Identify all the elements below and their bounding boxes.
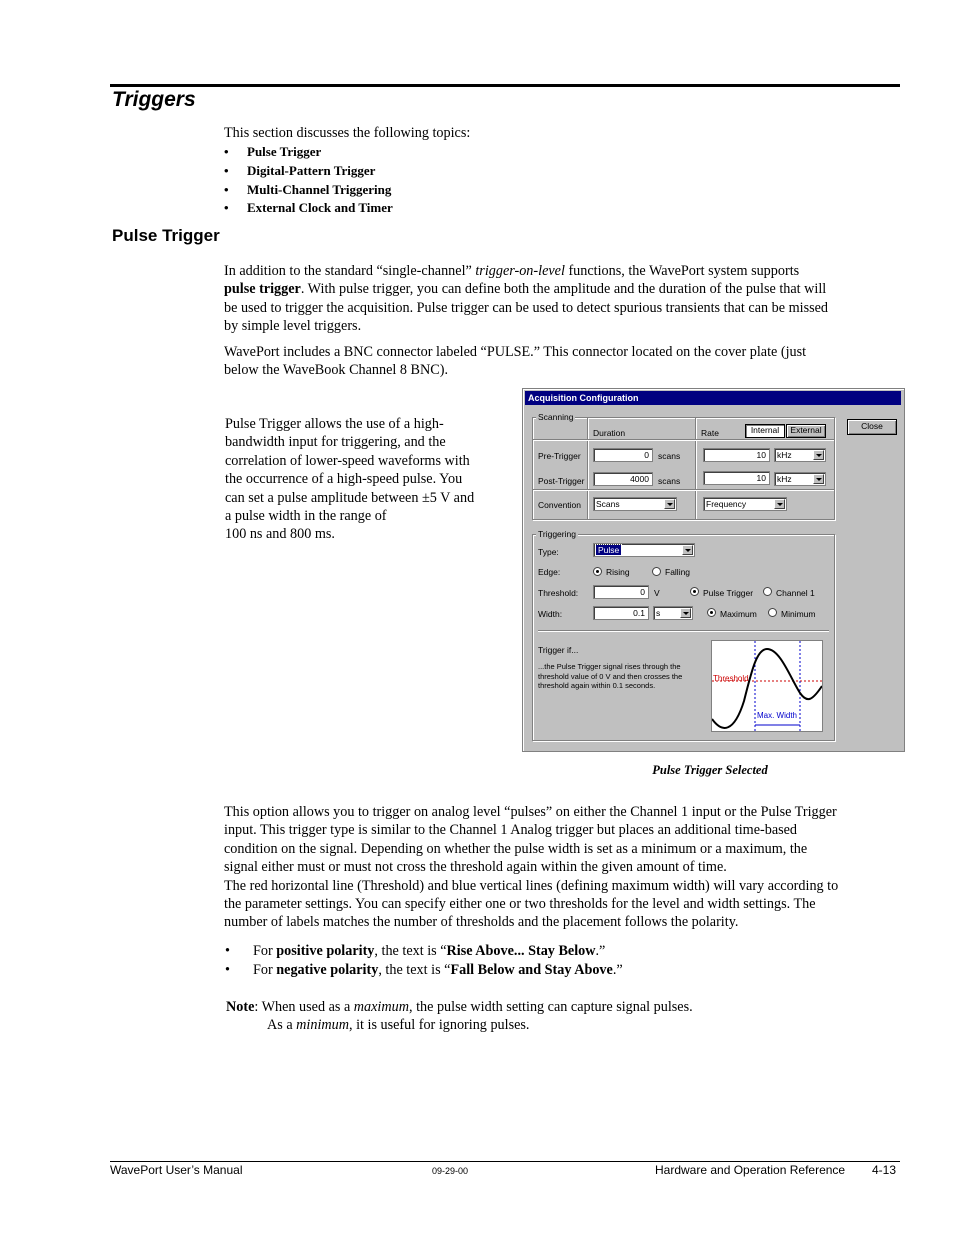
trigger-if-label: Trigger if...	[538, 645, 579, 655]
rate-input-1[interactable]: 10	[703, 448, 770, 462]
text: , the text is “	[374, 943, 447, 959]
rate-unit-select-1[interactable]	[774, 448, 826, 462]
list-item: • Pulse Trigger	[224, 143, 393, 162]
text: signal either must or must not cross the threshold again within the given amount of time.	[224, 859, 727, 876]
chevron-down-icon	[680, 608, 691, 618]
chevron-down-icon	[813, 450, 824, 460]
text: pulse trigger	[224, 281, 301, 298]
text: ...the Pulse Trigger signal rises through the	[538, 662, 681, 671]
falling-label: Falling	[665, 567, 691, 577]
note-label: Note	[226, 999, 255, 1015]
note	[226, 998, 906, 1035]
divider	[538, 630, 829, 631]
rising-label: Rising	[606, 567, 630, 577]
text: positive polarity	[276, 943, 375, 959]
text: the occurrence of a high-speed pulse. You	[225, 471, 463, 488]
pre-trigger-input[interactable]: 0	[593, 448, 653, 462]
close-button[interactable]: Close	[847, 419, 897, 435]
text: number of labels matches the number of thresholds and the placement follows the polarity.	[224, 914, 739, 931]
text: functions, the WavePort system supports	[564, 263, 800, 279]
text: Scans	[596, 499, 620, 509]
maximum-label: Maximum	[720, 609, 757, 619]
graph-threshold-label: Threshold	[713, 674, 749, 683]
text: Frequency	[706, 499, 747, 509]
threshold-label: Threshold:	[538, 588, 579, 598]
threshold-input[interactable]: 0	[593, 585, 649, 599]
rate-input-2[interactable]: 10	[703, 471, 770, 485]
text: , it is useful for ignoring pulses.	[348, 1017, 530, 1034]
text: , the pulse width setting can capture signal pulses.	[408, 999, 693, 1015]
convention-select[interactable]	[593, 497, 677, 511]
text: Pulse Trigger allows the use of a high-	[225, 416, 444, 432]
divider	[533, 439, 834, 440]
text: kHz	[777, 450, 792, 460]
footer-manual-title: WavePort User’s Manual	[110, 1163, 243, 1177]
footer-date: 09-29-00	[432, 1166, 469, 1176]
text: The red horizontal line (Threshold) and blue vertical lines (defining maximum width) will vary according to	[224, 877, 839, 894]
text: , the text is “	[378, 961, 451, 978]
list-item: • External Clock and Timer	[224, 199, 393, 218]
figure-caption: Pulse Trigger Selected	[652, 763, 768, 777]
graph-maxwidth-label: Max. Width	[757, 711, 798, 720]
intro-text: This section discusses the following topics:	[224, 125, 471, 141]
falling-radio[interactable]	[652, 567, 661, 576]
text: s	[656, 608, 661, 618]
text: In addition to the standard “single-channel”	[224, 263, 476, 279]
trigger-description	[538, 662, 682, 691]
waveform-graph	[711, 640, 823, 732]
maximum-radio[interactable]	[707, 608, 716, 617]
section-heading: Triggers	[112, 88, 196, 111]
text: maximum	[353, 999, 409, 1015]
text: Fall Below and Stay Above	[450, 961, 613, 978]
dialog-title: Acquisition Configuration	[525, 391, 901, 405]
text: bandwidth input for triggering, and the	[225, 434, 446, 451]
text: .”	[595, 943, 606, 959]
text: 100 ns and 800 ms.	[225, 526, 335, 543]
text: the parameter settings. You can specify either one or two thresholds for the level and width settings. The	[224, 896, 816, 913]
rate-unit-select-2[interactable]	[774, 472, 826, 486]
text: correlation of lower-speed waveforms with	[225, 452, 470, 469]
channel1-label: Channel 1	[776, 588, 815, 598]
post-scans-label: scans	[658, 476, 681, 486]
text: below the WaveBook Channel 8 BNC).	[224, 362, 448, 379]
footer-section: Hardware and Operation Reference	[655, 1163, 846, 1177]
divider	[587, 418, 588, 519]
width-input[interactable]: 0.1	[593, 606, 649, 620]
pulse-trigger-label: Pulse Trigger	[703, 588, 754, 598]
text: can set a pulse amplitude between ±5 V and	[225, 489, 475, 506]
rate-label: Rate	[701, 428, 719, 438]
text: kHz	[777, 474, 792, 484]
text: .”	[612, 961, 623, 978]
external-button[interactable]: External	[786, 424, 826, 438]
text: input. This trigger type is similar to the Channel 1 Analog trigger but places an additional time-based	[224, 822, 798, 839]
text: For	[253, 943, 277, 959]
post-trigger-input[interactable]: 4000	[593, 472, 653, 486]
footer-rule	[110, 1161, 900, 1162]
list-item: • Multi-Channel Triggering	[224, 181, 393, 200]
minimum-radio[interactable]	[768, 608, 777, 617]
acquisition-config-dialog	[522, 388, 905, 752]
scanning-label: Scanning	[538, 412, 574, 422]
list-item	[224, 961, 623, 980]
subheading: Pulse Trigger	[112, 226, 220, 245]
text: negative polarity	[276, 961, 379, 978]
edge-label: Edge:	[538, 567, 561, 577]
chevron-down-icon	[813, 474, 824, 484]
type-label: Type:	[538, 547, 559, 557]
paragraph-3	[224, 803, 914, 932]
text: As a	[267, 1017, 297, 1034]
text: WavePort includes a BNC connector labeled “PULSE.” This connector located on the cover plate (just	[224, 344, 807, 360]
text: threshold value of 0 V and then crosses the	[538, 671, 683, 681]
pre-scans-label: scans	[658, 451, 681, 461]
text: trigger-on-level	[475, 263, 565, 279]
topic-list	[224, 143, 393, 218]
rising-radio[interactable]	[593, 567, 602, 576]
frequency-select[interactable]	[703, 497, 787, 511]
text: : When used as a	[254, 999, 354, 1015]
list-item	[224, 942, 623, 961]
channel1-radio[interactable]	[763, 587, 772, 596]
text: condition on the signal. Depending on whether the pulse width is set as a minimum or a maximum, the	[224, 840, 808, 857]
divider	[533, 489, 834, 490]
pre-trigger-label: Pre-Trigger	[538, 451, 581, 461]
text: Rise Above... Stay Below	[446, 943, 596, 959]
pulse-trigger-radio[interactable]	[690, 587, 699, 596]
list-item: • Digital-Pattern Trigger	[224, 162, 393, 181]
text: . With pulse trigger, you can define both the amplitude and the duration of the pulse that will	[300, 281, 827, 298]
text: Pulse	[598, 545, 620, 555]
top-rule	[110, 84, 900, 87]
polarity-list	[224, 942, 623, 979]
duration-label: Duration	[593, 428, 626, 438]
text: threshold again within 0.1 seconds.	[538, 681, 656, 690]
post-trigger-label: Post-Trigger	[538, 476, 585, 486]
paragraph-2	[224, 343, 904, 380]
text: minimum	[296, 1017, 349, 1034]
text: For	[253, 961, 277, 978]
trigger-type-select[interactable]	[593, 543, 695, 557]
footer-page-number: 4-13	[872, 1163, 897, 1177]
side-paragraph	[225, 415, 515, 544]
text: a pulse width in the range of	[225, 508, 387, 525]
minimum-label: Minimum	[781, 609, 816, 619]
width-label: Width:	[538, 609, 563, 619]
triggering-label: Triggering	[538, 529, 576, 539]
chevron-down-icon	[664, 499, 675, 509]
internal-button[interactable]: Internal	[745, 424, 785, 438]
chevron-down-icon	[774, 499, 785, 509]
chevron-down-icon	[682, 545, 693, 555]
paragraph-1	[224, 262, 904, 336]
threshold-unit-label: V	[654, 588, 660, 598]
divider	[695, 418, 696, 519]
text: by simple level triggers.	[224, 318, 362, 335]
convention-label: Convention	[538, 500, 582, 510]
text: be used to trigger the acquisition. Pulse trigger can be used to detect spurious transients that can be missed	[224, 299, 829, 316]
text: This option allows you to trigger on analog level “pulses” on either the Channel 1 input or the Pulse Trigger	[224, 804, 837, 820]
width-unit-select[interactable]	[653, 606, 693, 620]
